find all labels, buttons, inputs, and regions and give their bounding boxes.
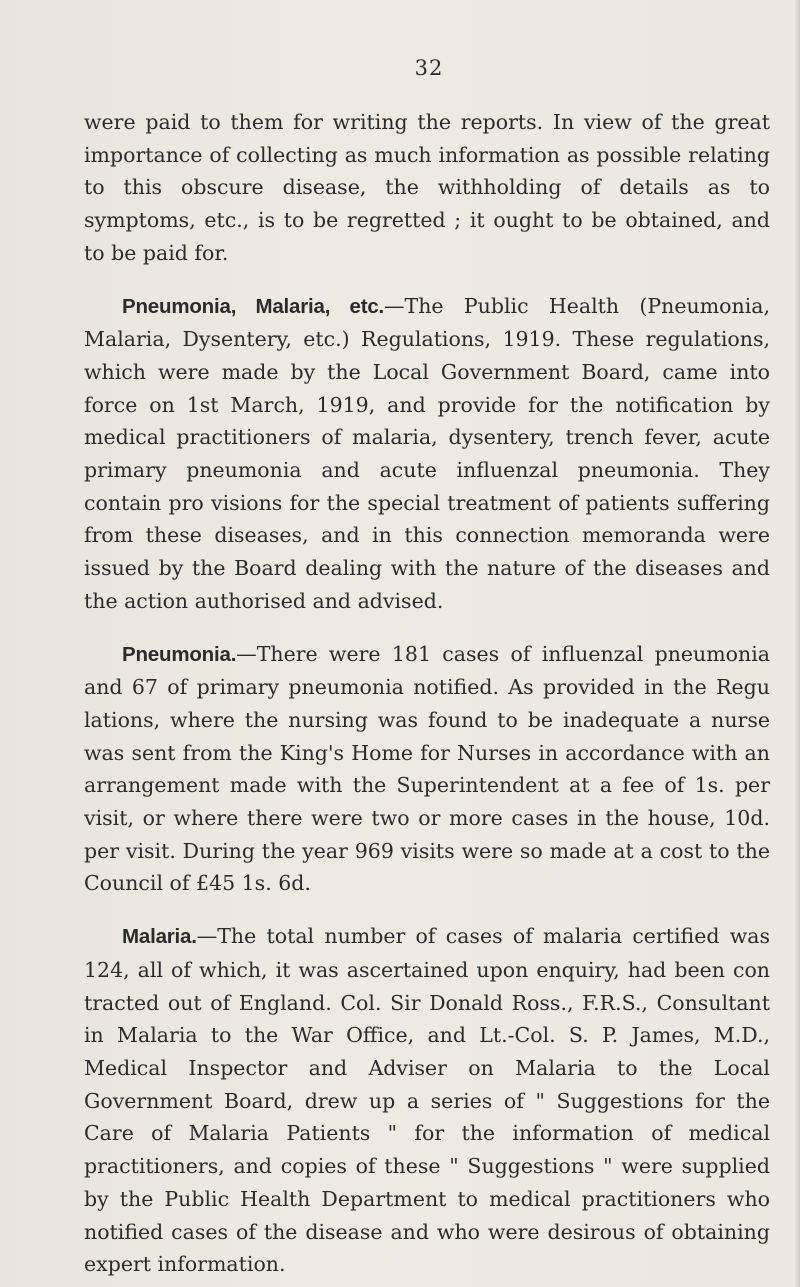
paragraph-pneumonia-malaria-etc	[84, 290, 770, 618]
page-number: 32	[414, 56, 444, 80]
paragraph-text: —The total number of cases of malaria certified was 124, all of which, it was ascertained upon enquiry, had been con tracted out of England. Col. Sir Donald Ross., F.R.S., Consultant in Malaria to the War Office, and Lt.-Col. S. P. James, M.D., Medical Inspector and Adviser on Malaria to the Local Government Board, drew up a series of " Suggestions for the Care of Malaria Patients " for the information of medical practitioners, and copies of these " Suggestions " were supplied by the Public Health Department to medical practitioners who notified cases of the disease and who were desirous of obtaining expert information.	[84, 924, 770, 1277]
section-heading: Malaria.	[122, 925, 197, 949]
paragraph-pneumonia	[84, 638, 770, 901]
paragraph-continuation	[84, 106, 770, 270]
paragraph-text: —There were 181 cases of influenzal pneumonia and 67 of primary pneumonia notified. As provided in the Regu lations, where the nursing was found to be inadequate a nurse was sent from the King's Home for Nurses in accordance with an arrangement made with the Superintendent at a fee of 1s. per visit, or where there were two or more cases in the house, 10d. per visit. During the year 969 visits were so made at a cost to the Council of £45 1s. 6d.	[84, 641, 770, 896]
paragraph-malaria	[84, 920, 770, 1281]
section-heading: Pneumonia.	[122, 642, 237, 666]
page-edge-shadow	[794, 0, 800, 1287]
paragraph-text: —The Public Health (Pneumonia, Malaria, Dysentery, etc.) Regulations, 1919. These regulations, which were made by the Local Government Board, came into force on 1st March, 1919, and provide for the notification by medical practitioners of malaria, dysentery, trench fever, acute primary pneumonia and acute influenzal pneumonia. They contain pro visions for the special treatment of patients suffering from these diseases, and in this connection memoranda were issued by the Board dealing with the nature of the diseases and the action authorised and advised.	[84, 293, 770, 613]
section-heading: Pneumonia, Malaria, etc.	[122, 294, 385, 318]
paragraph-text: were paid to them for writing the reports. In view of the great importance of collecting as much information as possible relating to this obscure disease, the withholding of details as to symptoms, etc., is to be regretted ; it ought to be obtained, and to be paid for.	[84, 110, 770, 265]
